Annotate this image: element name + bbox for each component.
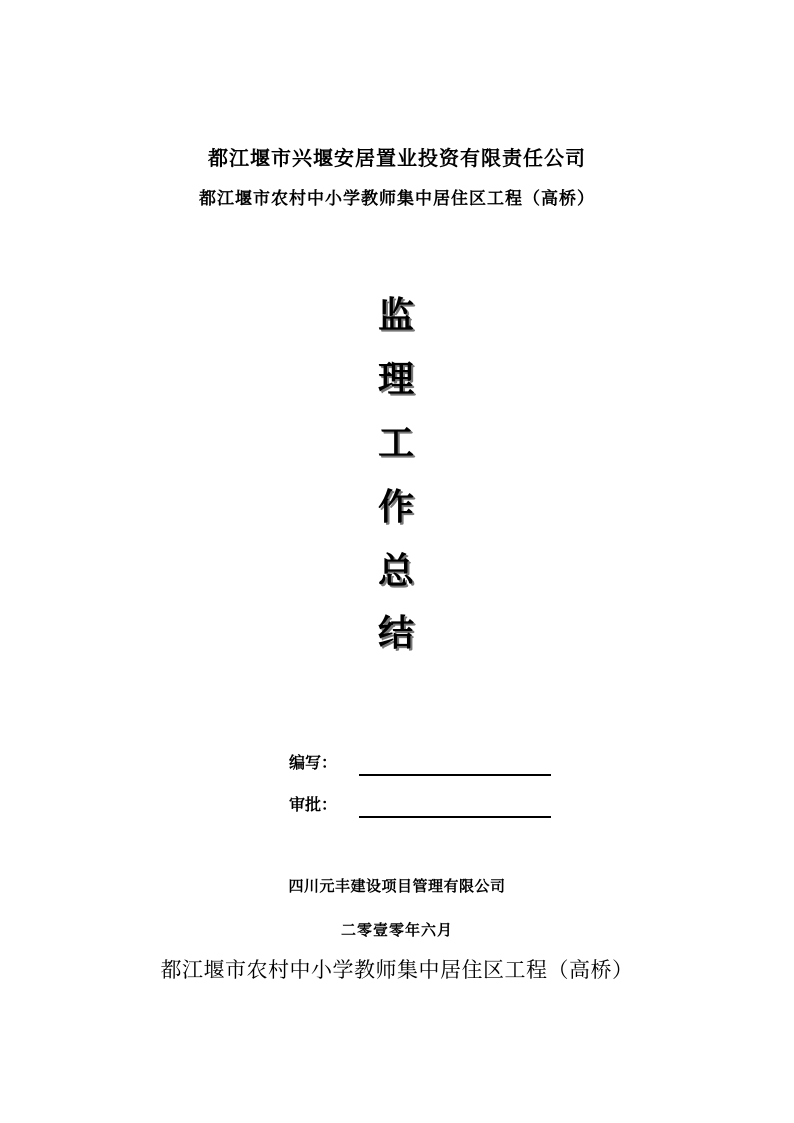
title-char-6: 结 — [377, 613, 414, 654]
title-char-5: 总 — [377, 551, 414, 592]
approver-signature-line — [359, 816, 551, 818]
document-date: 二零壹零年六月 — [340, 921, 453, 939]
author-label: 编写： — [289, 753, 338, 772]
title-char-4: 作 — [377, 487, 414, 528]
author-signature-line — [359, 774, 551, 776]
project-name-footer: 都江堰市农村中小学教师集中居住区工程（高桥） — [160, 958, 634, 982]
title-char-1: 监 — [377, 295, 414, 336]
project-name-header: 都江堰市农村中小学教师集中居住区工程（高桥） — [199, 189, 595, 209]
approver-label: 审批： — [289, 795, 338, 814]
title-char-2: 理 — [377, 359, 414, 400]
title-char-3: 工 — [377, 423, 414, 464]
supervision-company-name: 四川元丰建设项目管理有限公司 — [288, 877, 506, 895]
owner-company-name: 都江堰市兴堰安居置业投资有限责任公司 — [208, 146, 586, 170]
